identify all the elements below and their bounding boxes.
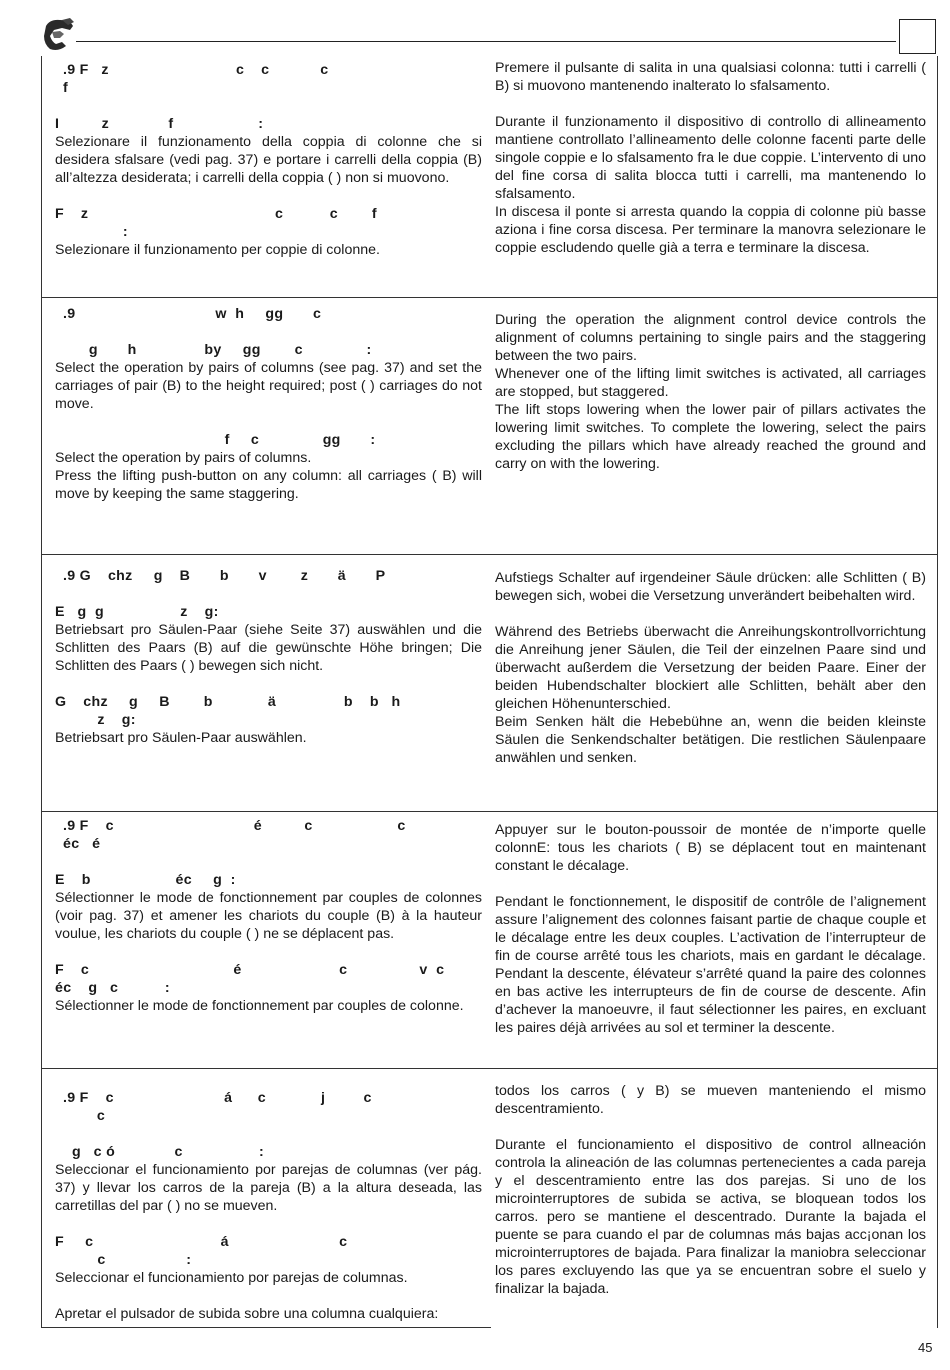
section-en-right (495, 311, 926, 473)
paragraph: In discesa il ponte si arresta quando la coppia di colonne più basse aziona i fine corsa discesa. Per terminare la manovra selezionare le coppie escludendo quelle già a terra e terminare la discesa. (495, 204, 926, 256)
subheading: I z f : (55, 116, 264, 132)
logo-icon (40, 16, 78, 56)
paragraph: Apretar el pulsador de subida sobre una columna cualquiera: (55, 1306, 439, 1322)
paragraph: Appuyer sur le bouton-poussoir de montée de n’importe quelle colonnE: tous les chariots ( B) se déplacent tout en maintenant constant le décalage. (495, 822, 926, 874)
paragraph: Sélectionner le mode de fonctionnement par couples de colonne. (55, 998, 464, 1014)
section-heading: .9 F z c c c (63, 62, 329, 78)
subheading-cont: : (55, 224, 128, 240)
paragraph: Seleccionar el funcionamiento por parejas de columnas. (55, 1270, 408, 1286)
paragraph: Durante el funcionamiento el dispositivo de control allneación controla la alineación de las columnas pertenecientes a cada pareja y el descentramiento entre las dos parejas. Si uno de los microinterruptores de subida se activa, se bloquean todos los carros. pero se mantiene el descentrado. Durante la bajada el puente se para cuando el par de columnas más bajas acc¡onan los microinterruptores de bajada. Para finalizar la maniobra seleccionar los pares excluyendo las que ya se encuentran sobre el suelo y finalizar la bajada. (495, 1137, 926, 1297)
subheading-cont: éc g c : (55, 980, 170, 996)
paragraph: Beim Senken hält die Hebebühne an, wenn die beiden kleinste Säulen die Senkendschalter betätigen. Die restlichen Säulenpaare anwählen und senken. (495, 714, 926, 766)
paragraph: Seleccionar el funcionamiento por parejas de columnas (ver pág. 37) y llevar los carros de la pareja (B) a la altura deseada, las carretillas del par ( ) no se mueven. (55, 1162, 482, 1214)
section-heading: .9 w h gg c (63, 306, 322, 322)
section-separator (41, 554, 938, 555)
paragraph: Durante il funzionamento il dispositivo di controllo di allineamento mantiene controllato l’allineamento delle colonne facenti parte delle singole coppie e lo sfalsamento fra le due coppie. L’intervento di uno del fine corsa di salita blocca tutti i carrelli, ma mantenendo lo sfalsamento. (495, 114, 926, 202)
section-de-right (495, 569, 926, 767)
section-separator (41, 1068, 938, 1069)
corner-box (899, 19, 936, 54)
section-heading: .9 F c á c j c (63, 1090, 372, 1106)
subheading: E g g z g: (55, 604, 219, 620)
paragraph: Press the lifting push-button on any column: all carriages ( B) will move by keeping the same staggering. (55, 468, 482, 502)
paragraph: Betriebsart pro Säulen-Paar auswählen. (55, 730, 307, 746)
subheading: F z c c f (55, 206, 377, 222)
section-it-right (495, 59, 926, 257)
paragraph: Premere il pulsante di salita in una qualsiasi colonna: tutti i carrelli ( B) si muovono mantenendo inalterato lo sfalsamento. (495, 60, 926, 94)
section-separator (41, 297, 938, 298)
bottom-rule (41, 1327, 491, 1328)
subheading: E b éc g : (55, 872, 236, 888)
paragraph: Whenever one of the lifting limit switches is activated, all carriages are stopped, but staggered. (495, 366, 926, 400)
section-fr-left (55, 817, 482, 1015)
paragraph: Pendant le fonctionnement, le dispositif de contrôle de l’alignement assure l’alignement des colonnes faisant partie de chaque couple et le décalage entre les deux couples. L’activation de l’interrupteur de fin de course arrêté tous les chariots, mais en gardant le décalage. Pendant la descente, élévateur s’arrêté quand la paire des colonnes en bas active les interrupteurs de fin de course de descente. Afin d’achever la manoeuvre, il faut sélectionner les paires, en excluant les paires déjà arrivées au sol et terminer la descente. (495, 894, 926, 1036)
section-heading: .9 G chz g B b v z ä P (63, 568, 386, 584)
paragraph: Sélectionner le mode de fonctionnement par couples de colonnes (voir pag. 37) et amener les chariots du couple (B) à la hauteur voulue, les chariots du couple ( ) ne se déplacent pas. (55, 890, 482, 942)
paragraph: The lift stops lowering when the lower pair of pillars activates the lowering limit switches. To complete the lowering, select the pairs excluding the pillars which have already reached the ground and carry on with the lowering. (495, 402, 926, 472)
left-border (41, 56, 42, 1328)
subheading: F c é c v c (55, 962, 445, 978)
paragraph: Betriebsart pro Säulen-Paar (siehe Seite 37) auswählen und die Schlitten des Paars (B) auf die gewünschte Höhe bringen; Die Schlitten des Paars ( ) bewegen sich nicht. (55, 622, 482, 674)
page-number: 45 (918, 1340, 933, 1355)
paragraph: Während des Betriebs überwacht die Anreihungskontrollvorrichtung die Anreihung jener Säulen, die Teil der einzelnen Paare sind und überwacht außerdem die Versetzung der beiden Paare. Einer der beiden Hubendschalter blockiert alle Schlitten, behält aber den gleichen Höhenunterschied. (495, 624, 926, 712)
paragraph: Select the operation by pairs of columns (see pag. 37) and set the carriages of pair (B) to the height required; post ( ) carriages do not move. (55, 360, 482, 412)
paragraph: Aufstiegs Schalter auf irgendeiner Säule drücken: alle Schlitten ( B) bewegen sich, wobei die Versetzung unverändert beibehalten wird. (495, 570, 926, 604)
subheading: g c ó c : (55, 1144, 265, 1160)
section-es-left (55, 1089, 482, 1323)
section-heading-cont: f (63, 80, 69, 96)
right-border (937, 56, 938, 1328)
section-heading-cont: éc é (63, 836, 101, 852)
paragraph: Selezionare il funzionamento per coppie di colonne. (55, 242, 380, 258)
section-fr-right (495, 821, 926, 1037)
section-heading-cont: c (63, 1108, 106, 1124)
paragraph: Select the operation by pairs of columns. (55, 450, 312, 466)
section-es-right (495, 1082, 926, 1298)
subheading: G chz g B b ä b b h (55, 694, 401, 710)
section-separator (41, 811, 938, 812)
paragraph: todos los carros ( y B) se mueven manteniendo el mismo descentramiento. (495, 1083, 926, 1117)
subheading-cont: c : (55, 1252, 192, 1268)
subheading: F c á c (55, 1234, 348, 1250)
subheading: g h by gg c : (55, 342, 372, 358)
paragraph: During the operation the alignment control device controls the alignment of columns pertaining to single pairs and the staggering between the two pairs. (495, 312, 926, 364)
section-it-left (55, 61, 482, 259)
subheading: f c gg : (55, 432, 376, 448)
section-en-left (55, 305, 482, 503)
subheading-cont: z g: (55, 712, 136, 728)
paragraph: Selezionare il funzionamento della coppia di colonne che si desidera sfalsare (vedi pag. 37) e portare i carrelli della coppia (B) all’altezza desiderata; i carrelli della coppia ( ) non si muovono. (55, 134, 482, 186)
section-heading: .9 F c é c c (63, 818, 406, 834)
header-rule (76, 41, 896, 42)
section-de-left (55, 567, 482, 747)
